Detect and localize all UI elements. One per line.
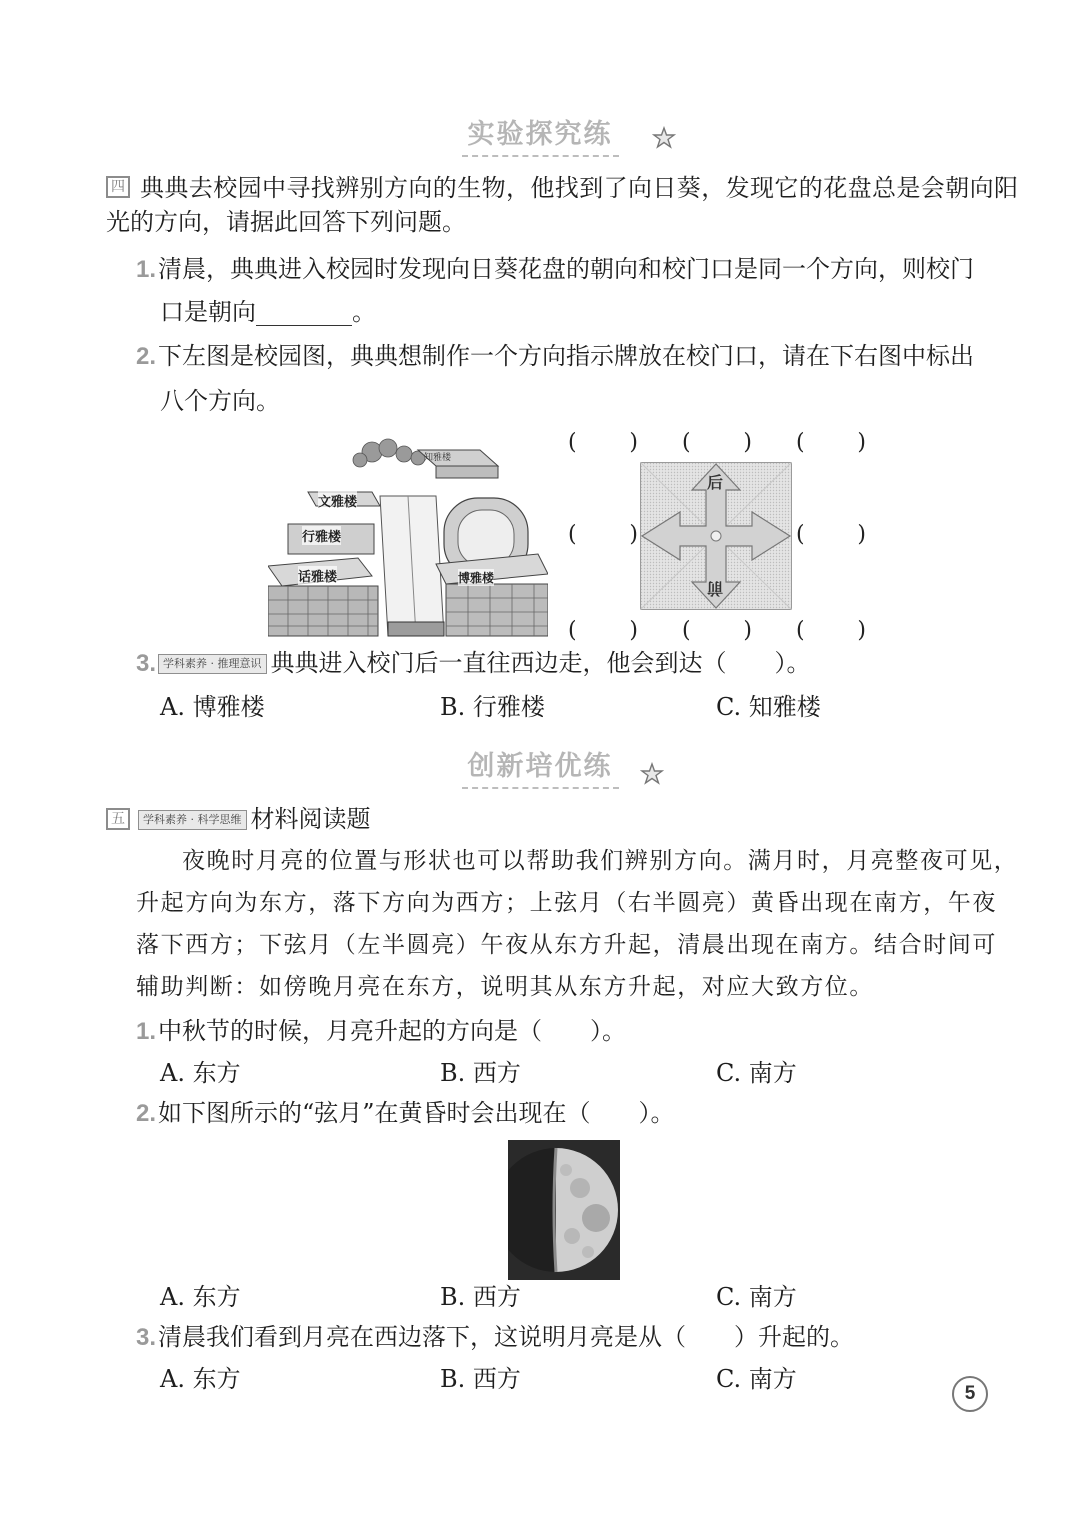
subquestion-3 [136, 648, 811, 679]
option-a[interactable]: A. 东方 [160, 1283, 241, 1311]
question-intro-line1: 典典去校园中寻找辨别方向的生物，他找到了向日葵，发现它的花盘总是会朝向阳 [140, 174, 1019, 202]
answer-paren-northeast[interactable]: ( ) [796, 430, 866, 455]
building-label-wenyalou: 文雅楼 [318, 491, 357, 510]
subquestion-number: 3. [136, 1324, 157, 1351]
subquestion-text: 清晨，典典进入校园时发现向日葵花盘的朝向和校门口是同一个方向，则校门 [158, 255, 975, 283]
building-label-huayalou: 话雅楼 [298, 566, 337, 585]
option-b[interactable]: B. 行雅楼 [440, 693, 545, 721]
answer-paren-southeast[interactable]: ( ) [796, 618, 866, 643]
option-c[interactable]: C. 南方 [716, 1365, 797, 1393]
page-number: 5 [952, 1376, 988, 1412]
compass-label-front: 前 [707, 579, 724, 598]
subquestion-number: 1. [136, 256, 157, 283]
subquestion-number: 2. [136, 343, 157, 370]
section-title-label: 实验探究练 [462, 112, 619, 157]
reading-paragraph-line2: 升起方向为东方，落下方向为西方；上弦月（右半圆亮）黄昏出现在南方，午夜 [136, 890, 997, 916]
answer-paren-northwest[interactable]: ( ) [568, 430, 638, 455]
question-title: 材料阅读题 [250, 805, 371, 833]
question-number-badge: 四 [106, 176, 130, 198]
question-5-heading [138, 804, 371, 834]
literacy-tag: 学科素养 · 科学思维 [138, 810, 247, 830]
section-title-innovation [0, 744, 1080, 789]
subquestion-number: 2. [136, 1100, 157, 1127]
subquestion-text: 下左图是校园图，典典想制作一个方向指示牌放在校门口，请在下右图中标出 [158, 342, 975, 370]
building-label-boyalou: 博雅楼 [458, 571, 495, 585]
subquestion-2 [136, 341, 974, 372]
flower-icon [652, 126, 676, 150]
subquestion-number: 1. [136, 1018, 157, 1045]
punctuation: 。 [352, 298, 376, 326]
subquestion-text: 口是朝向 [160, 298, 256, 326]
flower-icon [640, 762, 664, 786]
option-b[interactable]: B. 西方 [440, 1365, 521, 1393]
subquestion-1 [136, 254, 974, 285]
answer-paren-southwest[interactable]: ( ) [568, 618, 638, 643]
option-c[interactable]: C. 南方 [716, 1283, 797, 1311]
option-c[interactable]: C. 知雅楼 [716, 693, 821, 721]
option-b[interactable]: B. 西方 [440, 1059, 521, 1087]
building-label-xingyalou: 行雅楼 [302, 526, 341, 545]
moon-photo-image [508, 1140, 620, 1280]
option-c[interactable]: C. 南方 [716, 1059, 797, 1087]
subquestion-2 [136, 1098, 675, 1129]
compass-label-back: 后 [707, 473, 724, 492]
answer-paren-south[interactable]: ( ) [682, 618, 752, 643]
subquestion-2-line2: 八个方向。 [160, 387, 280, 415]
building-label-zhiyalou: 知雅楼 [424, 453, 452, 463]
subquestion-text: 清晨我们看到月亮在西边落下，这说明月亮是从（ ）升起的。 [158, 1323, 855, 1351]
section-title-experiment [0, 112, 1080, 157]
subquestion-text: 如下图所示的“弦月”在黄昏时会出现在（ ）。 [158, 1099, 675, 1127]
reading-paragraph-line3: 落下西方；下弦月（左半圆亮）午夜从东方升起，清晨出现在南方。结合时间可 [136, 932, 997, 958]
question-intro-line2: 光的方向，请据此回答下列问题。 [106, 208, 466, 236]
reading-paragraph-line4: 辅助判断：如傍晚月亮在东方，说明其从东方升起，对应大致方位。 [136, 974, 874, 1000]
subquestion-text: 典典进入校门后一直往西边走，他会到达（ ）。 [270, 649, 811, 677]
option-a[interactable]: A. 东方 [160, 1059, 241, 1087]
subquestion-3 [136, 1322, 854, 1353]
literacy-tag: 学科素养 · 推理意识 [158, 654, 267, 674]
option-a[interactable]: A. 东方 [160, 1365, 241, 1393]
subquestion-1-line2 [160, 297, 376, 327]
reading-paragraph-line1: 夜晚时月亮的位置与形状也可以帮助我们辨别方向。满月时，月亮整夜可见， [182, 848, 1019, 874]
answer-paren-west[interactable]: ( ) [568, 522, 638, 547]
answer-blank[interactable] [256, 300, 352, 326]
section-title-label: 创新培优练 [462, 744, 619, 789]
question-number-badge: 五 [106, 808, 130, 830]
option-b[interactable]: B. 西方 [440, 1283, 521, 1311]
subquestion-text: 中秋节的时候，月亮升起的方向是（ ）。 [158, 1017, 627, 1045]
subquestion-number: 3. [136, 650, 157, 677]
subquestion-1 [136, 1016, 626, 1047]
option-a[interactable]: A. 博雅楼 [160, 693, 265, 721]
answer-paren-north[interactable]: ( ) [682, 430, 752, 455]
answer-paren-east[interactable]: ( ) [796, 522, 866, 547]
